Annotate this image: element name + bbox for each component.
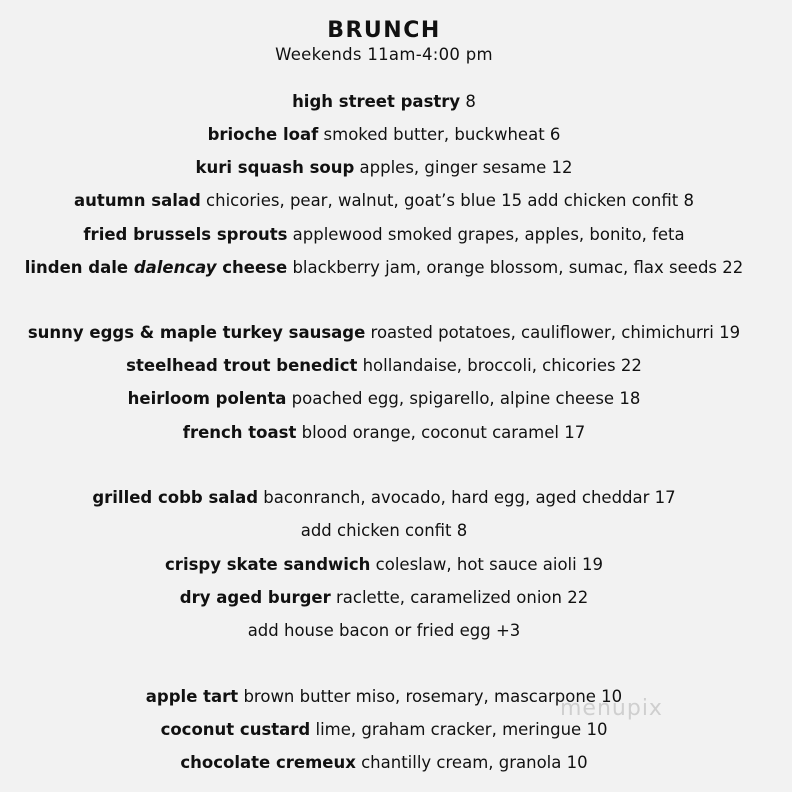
menu-item-skate-sandwich [0, 555, 792, 575]
watermark-logo: menupix [560, 696, 663, 721]
menu-item-cobb-salad [0, 488, 792, 508]
item-name: apple tart [145, 687, 239, 706]
item-name: grilled cobb salad [92, 488, 259, 507]
item-desc: blackberry jam, orange blossom, sumac, flax seeds 22 [287, 258, 744, 277]
menu-hours: Weekends 11am-4:00 pm [275, 45, 493, 64]
menu-item-sunny-eggs [0, 323, 792, 343]
menu-item-french-toast [0, 423, 792, 443]
item-desc: apples, ginger sesame 12 [354, 158, 573, 177]
menu-item-soup [0, 158, 792, 178]
item-desc: lime, graham cracker, meringue 10 [310, 720, 608, 739]
item-desc: chicories, pear, walnut, goat’s blue 15 add chicken confit 8 [200, 191, 694, 210]
item-name: sunny eggs & maple turkey sausage [27, 323, 366, 342]
menu-item-burger [0, 588, 792, 608]
item-name-em: dalencay [133, 258, 217, 277]
menu-item-burger-addon [0, 621, 792, 641]
item-name: autumn salad [74, 191, 201, 210]
menu-item-cobb-addon [0, 521, 792, 541]
item-name: crispy skate sandwich [165, 555, 371, 574]
item-desc: brown butter miso, rosemary, mascarpone 10 [238, 687, 623, 706]
item-name: coconut custard [160, 720, 311, 739]
item-desc: coleslaw, hot sauce aioli 19 [370, 555, 603, 574]
item-desc: raclette, caramelized onion 22 [330, 588, 589, 607]
item-addon: add house bacon or fried egg +3 [247, 621, 521, 640]
item-name-pre: linden dale [24, 258, 134, 277]
menu-item-trout-benedict [0, 356, 792, 376]
menu-item-cheese [0, 258, 792, 278]
item-name: steelhead trout benedict [126, 356, 358, 375]
item-desc: 8 [460, 92, 476, 111]
menu-item-chocolate-cremeux [0, 753, 792, 773]
item-name: dry aged burger [179, 588, 331, 607]
menu-item-brioche [0, 125, 792, 145]
menu-item-apple-tart [0, 687, 792, 707]
item-desc: hollandaise, broccoli, chicories 22 [357, 356, 642, 375]
item-desc: applewood smoked grapes, apples, bonito, feta [287, 225, 685, 244]
item-name: brioche loaf [207, 125, 319, 144]
menu-item-pastry [0, 92, 792, 112]
item-name: kuri squash soup [195, 158, 355, 177]
item-desc: baconranch, avocado, hard egg, aged cheddar 17 [258, 488, 676, 507]
menu-title: BRUNCH [327, 18, 441, 43]
item-name: heirloom polenta [127, 389, 287, 408]
item-desc: blood orange, coconut caramel 17 [296, 423, 586, 442]
menu-item-coconut-custard [0, 720, 792, 740]
item-name: chocolate cremeux [180, 753, 356, 772]
item-desc: smoked butter, buckwheat 6 [318, 125, 561, 144]
menu-item-polenta [0, 389, 792, 409]
menu-item-autumn-salad [0, 191, 792, 211]
item-name: french toast [182, 423, 297, 442]
item-desc: roasted potatoes, cauliflower, chimichurri 19 [365, 323, 741, 342]
item-name: fried brussels sprouts [83, 225, 288, 244]
item-name: high street pastry [292, 92, 461, 111]
item-desc: chantilly cream, granola 10 [355, 753, 588, 772]
item-addon: add chicken confit 8 [300, 521, 468, 540]
item-name-post: cheese [216, 258, 288, 277]
item-desc: poached egg, spigarello, alpine cheese 18 [286, 389, 641, 408]
menu-item-brussels-sprouts [0, 225, 792, 245]
